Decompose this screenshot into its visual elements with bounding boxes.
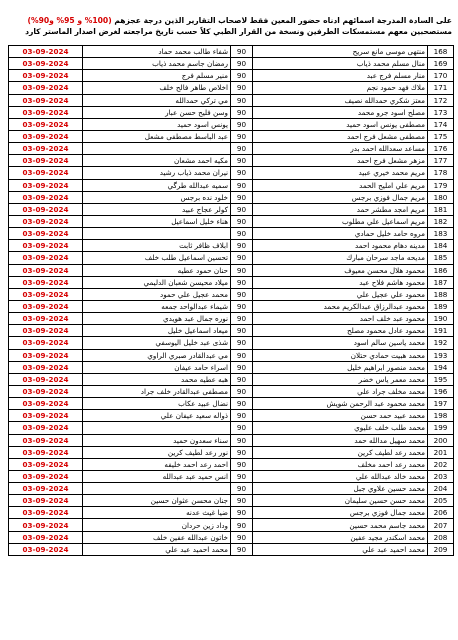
- score-cell: 90: [231, 349, 253, 361]
- score-cell: 90: [231, 155, 253, 167]
- row-number: 171: [428, 82, 454, 94]
- score-cell: 90: [231, 46, 253, 58]
- table-row: [9, 410, 454, 422]
- primary-name-cell: مدينه دهام محمود احمد: [253, 240, 428, 252]
- date-cell: 03-09-2024: [9, 398, 83, 410]
- primary-name-cell: محمد مخلف جراد علي: [253, 385, 428, 397]
- companion-name-cell: شيماء عبدالواحد جمعه: [83, 300, 231, 312]
- date-cell: 03-09-2024: [9, 58, 83, 70]
- primary-name-cell: محمد حسين علاوي جبل: [253, 483, 428, 495]
- companion-name-cell: ميعاد اسماعيل خليل: [83, 325, 231, 337]
- primary-name-cell: محمد حسن حسين سليمان: [253, 495, 428, 507]
- companion-name-cell: وسن فليح حسن عبار: [83, 106, 231, 118]
- table-row: [9, 167, 454, 179]
- date-cell: 03-09-2024: [9, 252, 83, 264]
- score-cell: 90: [231, 228, 253, 240]
- primary-name-cell: مزهر مشعل فرج احمد: [253, 155, 428, 167]
- date-cell: 03-09-2024: [9, 46, 83, 58]
- row-number: 199: [428, 422, 454, 434]
- table-row: [9, 58, 454, 70]
- companion-name-cell: هبه عطيه محمد: [83, 373, 231, 385]
- score-cell: 90: [231, 398, 253, 410]
- score-cell: 90: [231, 422, 253, 434]
- table-row: [9, 373, 454, 385]
- row-number: 198: [428, 410, 454, 422]
- date-cell: 03-09-2024: [9, 130, 83, 142]
- score-cell: 90: [231, 519, 253, 531]
- score-cell: 90: [231, 106, 253, 118]
- date-cell: 03-09-2024: [9, 94, 83, 106]
- date-cell: 03-09-2024: [9, 300, 83, 312]
- companion-name-cell: عبد الباسط مصطفى مشعل: [83, 130, 231, 142]
- row-number: 193: [428, 349, 454, 361]
- primary-name-cell: مصطفى يونس اسود حميد: [253, 118, 428, 130]
- primary-name-cell: محمد محمود عبد الرحمن شويش: [253, 398, 428, 410]
- companion-name-cell: حنان حمود عطيه: [83, 264, 231, 276]
- companion-name-cell: منير مسلم فرج: [83, 70, 231, 82]
- table-row: [9, 531, 454, 543]
- score-cell: 90: [231, 215, 253, 227]
- score-cell: 90: [231, 361, 253, 373]
- score-cell: 90: [231, 118, 253, 130]
- primary-name-cell: محمد هبيت حمادي حتلان: [253, 349, 428, 361]
- primary-name-cell: محمد جاسم محمد حسين: [253, 519, 428, 531]
- row-number: 207: [428, 519, 454, 531]
- score-cell: 90: [231, 82, 253, 94]
- primary-name-cell: منار مسلم فرج عبد: [253, 70, 428, 82]
- score-cell: 90: [231, 70, 253, 82]
- companion-name-cell: سميه عبدالله طرگي: [83, 179, 231, 191]
- companion-name-cell: نيران محمد ذياب رشيد: [83, 167, 231, 179]
- score-cell: 90: [231, 313, 253, 325]
- date-cell: 03-09-2024: [9, 483, 83, 495]
- primary-name-cell: معتز شكري حمدالله نصيف: [253, 94, 428, 106]
- companion-name-cell: ميلاد محيسن شعبان الدليمي: [83, 276, 231, 288]
- score-cell: 90: [231, 531, 253, 543]
- date-cell: 03-09-2024: [9, 410, 83, 422]
- table-row: [9, 118, 454, 130]
- row-number: 186: [428, 264, 454, 276]
- table-row: [9, 313, 454, 325]
- date-cell: 03-09-2024: [9, 70, 83, 82]
- score-cell: 90: [231, 143, 253, 155]
- date-cell: 03-09-2024: [9, 385, 83, 397]
- table-row: [9, 361, 454, 373]
- disability-percentages: (100% و 95% و90%): [27, 16, 112, 25]
- row-number: 178: [428, 167, 454, 179]
- companion-name-cell: وداد زين حردان: [83, 519, 231, 531]
- companion-name-cell: مي عبدالقادر صبري الراوي: [83, 349, 231, 361]
- table-row: [9, 300, 454, 312]
- date-cell: 03-09-2024: [9, 313, 83, 325]
- primary-name-cell: مديحه ماجد سرحان مبارك: [253, 252, 428, 264]
- table-row: [9, 70, 454, 82]
- table-row: [9, 337, 454, 349]
- score-cell: 90: [231, 264, 253, 276]
- score-cell: 90: [231, 507, 253, 519]
- score-cell: 90: [231, 325, 253, 337]
- companion-name-cell: [83, 143, 231, 155]
- companion-name-cell: نوره جمال عبد هويدي: [83, 313, 231, 325]
- row-number: 191: [428, 325, 454, 337]
- primary-name-cell: مساعد سعدالله احمد بدر: [253, 143, 428, 155]
- companion-name-cell: يونس اسود حميد: [83, 118, 231, 130]
- row-number: 179: [428, 179, 454, 191]
- date-cell: 03-09-2024: [9, 507, 83, 519]
- primary-name-cell: محمد معمر ياس خضر: [253, 373, 428, 385]
- date-cell: 03-09-2024: [9, 337, 83, 349]
- primary-name-cell: محمد رعد لطيف كرين: [253, 446, 428, 458]
- row-number: 177: [428, 155, 454, 167]
- score-cell: 90: [231, 495, 253, 507]
- companion-name-cell: خلود نده برجس: [83, 191, 231, 203]
- date-cell: 03-09-2024: [9, 118, 83, 130]
- table-row: [9, 240, 454, 252]
- companion-name-cell: شذى عبد خليل اليوسفي: [83, 337, 231, 349]
- companion-name-cell: [83, 422, 231, 434]
- row-number: 185: [428, 252, 454, 264]
- score-cell: 90: [231, 203, 253, 215]
- companion-name-cell: مصطفى عبدالقادر خلف جراد: [83, 385, 231, 397]
- primary-name-cell: محمود هلال محسن معيوف: [253, 264, 428, 276]
- companion-name-cell: ضيا غيث عدنه: [83, 507, 231, 519]
- companion-name-cell: سناء سعدون حميد: [83, 434, 231, 446]
- primary-name-cell: محمد ياسين سالم اسود: [253, 337, 428, 349]
- row-number: 174: [428, 118, 454, 130]
- row-number: 201: [428, 446, 454, 458]
- date-cell: 03-09-2024: [9, 203, 83, 215]
- table-row: [9, 325, 454, 337]
- date-cell: 03-09-2024: [9, 276, 83, 288]
- table-row: [9, 398, 454, 410]
- row-number: 176: [428, 143, 454, 155]
- score-cell: 90: [231, 94, 253, 106]
- table-row: [9, 191, 454, 203]
- score-cell: 90: [231, 373, 253, 385]
- roster-table: [8, 45, 454, 556]
- date-cell: 03-09-2024: [9, 446, 83, 458]
- date-cell: 03-09-2024: [9, 228, 83, 240]
- date-cell: 03-09-2024: [9, 519, 83, 531]
- date-cell: 03-09-2024: [9, 167, 83, 179]
- row-number: 181: [428, 203, 454, 215]
- table-row: [9, 228, 454, 240]
- primary-name-cell: مريم اسماعيل علي مطلوب: [253, 215, 428, 227]
- companion-name-cell: مي تركي حمدالله: [83, 94, 231, 106]
- table-row: [9, 446, 454, 458]
- row-number: 192: [428, 337, 454, 349]
- date-cell: 03-09-2024: [9, 325, 83, 337]
- table-row: [9, 349, 454, 361]
- primary-name-cell: محمد خالد عبدالله علي: [253, 470, 428, 482]
- notice-line-1-text: على السادة المدرجة اسمائهم ادناه حضور المعين فقط لاصحاب التقارير الذين درجة عجزهم: [111, 16, 452, 25]
- table-row: [9, 276, 454, 288]
- table-row: [9, 434, 454, 446]
- primary-name-cell: محمد طلب خلف عليوي: [253, 422, 428, 434]
- table-row: [9, 495, 454, 507]
- primary-name-cell: محمد جمال فوزي برجس: [253, 507, 428, 519]
- row-number: 196: [428, 385, 454, 397]
- date-cell: 03-09-2024: [9, 543, 83, 555]
- date-cell: 03-09-2024: [9, 264, 83, 276]
- notice-header: [0, 0, 458, 43]
- table-row: [9, 422, 454, 434]
- primary-name-cell: مروه حامد خليل حمادي: [253, 228, 428, 240]
- primary-name-cell: منتهى موسى مانع سريح: [253, 46, 428, 58]
- row-number: 183: [428, 228, 454, 240]
- primary-name-cell: محمود عادل محمود مصلح: [253, 325, 428, 337]
- row-number: 194: [428, 361, 454, 373]
- date-cell: 03-09-2024: [9, 82, 83, 94]
- table-row: [9, 264, 454, 276]
- companion-name-cell: محمد احميد عبد علي: [83, 543, 231, 555]
- row-number: 189: [428, 300, 454, 312]
- primary-name-cell: محمد احميد عبد علي: [253, 543, 428, 555]
- row-number: 187: [428, 276, 454, 288]
- companion-name-cell: هناء خليل اسماعيل: [83, 215, 231, 227]
- companion-name-cell: نضال عبيد عكاب: [83, 398, 231, 410]
- row-number: 170: [428, 70, 454, 82]
- companion-name-cell: اسراء حامد عيفان: [83, 361, 231, 373]
- score-cell: 90: [231, 337, 253, 349]
- table-row: [9, 483, 454, 495]
- score-cell: 90: [231, 446, 253, 458]
- date-cell: 03-09-2024: [9, 106, 83, 118]
- companion-name-cell: رمضان جاسم محمد ذياب: [83, 58, 231, 70]
- row-number: 188: [428, 288, 454, 300]
- score-cell: 90: [231, 483, 253, 495]
- date-cell: 03-09-2024: [9, 349, 83, 361]
- companion-name-cell: تحسين اسماعيل طلب خلف: [83, 252, 231, 264]
- row-number: 209: [428, 543, 454, 555]
- score-cell: 90: [231, 385, 253, 397]
- table-row: [9, 106, 454, 118]
- table-row: [9, 252, 454, 264]
- score-cell: 90: [231, 470, 253, 482]
- primary-name-cell: محمود علي عجيل علي: [253, 288, 428, 300]
- row-number: 190: [428, 313, 454, 325]
- row-number: 197: [428, 398, 454, 410]
- date-cell: 03-09-2024: [9, 191, 83, 203]
- companion-name-cell: ذواله سعيد عيفان علي: [83, 410, 231, 422]
- row-number: 204: [428, 483, 454, 495]
- row-number: 203: [428, 470, 454, 482]
- score-cell: 90: [231, 410, 253, 422]
- row-number: 195: [428, 373, 454, 385]
- date-cell: 03-09-2024: [9, 458, 83, 470]
- companion-name-cell: شفاء طالب محمد حماد: [83, 46, 231, 58]
- row-number: 206: [428, 507, 454, 519]
- table-row: [9, 143, 454, 155]
- companion-name-cell: ابلاف ظافر ثابت: [83, 240, 231, 252]
- score-cell: 90: [231, 543, 253, 555]
- primary-name-cell: مصلح اسود جرو محمد: [253, 106, 428, 118]
- date-cell: 03-09-2024: [9, 373, 83, 385]
- companion-name-cell: كولر عجاج عبيد: [83, 203, 231, 215]
- date-cell: 03-09-2024: [9, 361, 83, 373]
- table-row: [9, 507, 454, 519]
- primary-name-cell: مريم امجد مطشر حمد: [253, 203, 428, 215]
- notice-line-2: مستصحبين معهم مستمسكات الطرفين ونسخة من القرار الطبي كلاً حسب تاريخ مراجعته لغرض اصدار الماستر كارد: [25, 26, 452, 36]
- row-number: 175: [428, 130, 454, 142]
- primary-name-cell: محمد عبيد حمد حسن: [253, 410, 428, 422]
- row-number: 184: [428, 240, 454, 252]
- row-number: 205: [428, 495, 454, 507]
- table-row: [9, 130, 454, 142]
- date-cell: 03-09-2024: [9, 495, 83, 507]
- primary-name-cell: ملاك فهد حمود نجم: [253, 82, 428, 94]
- primary-name-cell: مريم جمال فوزي برجس: [253, 191, 428, 203]
- notice-line-1: [10, 16, 452, 27]
- primary-name-cell: محمد منصور ابراهيم خليل: [253, 361, 428, 373]
- score-cell: 90: [231, 191, 253, 203]
- companion-name-cell: مكيه احمد مشعان: [83, 155, 231, 167]
- score-cell: 90: [231, 252, 253, 264]
- primary-name-cell: مريم محمد خيري عبيد: [253, 167, 428, 179]
- companion-name-cell: انس حميد عبد عبدالله: [83, 470, 231, 482]
- score-cell: 90: [231, 458, 253, 470]
- primary-name-cell: منال مسلم محمد ذياب: [253, 58, 428, 70]
- score-cell: 90: [231, 130, 253, 142]
- primary-name-cell: مريم علي امليح الحمد: [253, 179, 428, 191]
- table-row: [9, 94, 454, 106]
- table-row: [9, 82, 454, 94]
- date-cell: 03-09-2024: [9, 288, 83, 300]
- score-cell: 90: [231, 288, 253, 300]
- table-row: [9, 179, 454, 191]
- companion-name-cell: خاتون عبدالله عفين خلف: [83, 531, 231, 543]
- table-row: [9, 385, 454, 397]
- companion-name-cell: جنان محسن عثوان حسين: [83, 495, 231, 507]
- table-row: [9, 543, 454, 555]
- date-cell: 03-09-2024: [9, 531, 83, 543]
- companion-name-cell: اخلاص طاهر فالح خلف: [83, 82, 231, 94]
- companion-name-cell: [83, 228, 231, 240]
- primary-name-cell: محمد اسكندر مجيد عفين: [253, 531, 428, 543]
- score-cell: 90: [231, 58, 253, 70]
- score-cell: 90: [231, 434, 253, 446]
- row-number: 168: [428, 46, 454, 58]
- date-cell: 03-09-2024: [9, 143, 83, 155]
- row-number: 180: [428, 191, 454, 203]
- row-number: 173: [428, 106, 454, 118]
- table-row: [9, 458, 454, 470]
- primary-name-cell: محمود هاشم فلاح عبد: [253, 276, 428, 288]
- row-number: 208: [428, 531, 454, 543]
- date-cell: 03-09-2024: [9, 470, 83, 482]
- table-row: [9, 519, 454, 531]
- row-number: 169: [428, 58, 454, 70]
- score-cell: 90: [231, 276, 253, 288]
- date-cell: 03-09-2024: [9, 240, 83, 252]
- date-cell: 03-09-2024: [9, 215, 83, 227]
- companion-name-cell: محمد عجيل علي حمود: [83, 288, 231, 300]
- companion-name-cell: [83, 483, 231, 495]
- table-row: [9, 203, 454, 215]
- table-row: [9, 215, 454, 227]
- companion-name-cell: احمد رعد احمد خليفه: [83, 458, 231, 470]
- date-cell: 03-09-2024: [9, 422, 83, 434]
- score-cell: 90: [231, 179, 253, 191]
- companion-name-cell: نور رعد لطيف كرين: [83, 446, 231, 458]
- roster-table-body: [9, 46, 454, 556]
- primary-name-cell: مصطفى مشعل فرج احمد: [253, 130, 428, 142]
- score-cell: 90: [231, 240, 253, 252]
- table-row: [9, 470, 454, 482]
- primary-name-cell: محمد سهيل مدالله حمد: [253, 434, 428, 446]
- row-number: 202: [428, 458, 454, 470]
- score-cell: 90: [231, 300, 253, 312]
- table-row: [9, 46, 454, 58]
- date-cell: 03-09-2024: [9, 179, 83, 191]
- date-cell: 03-09-2024: [9, 155, 83, 167]
- primary-name-cell: محمد رعد احمد مخلف: [253, 458, 428, 470]
- date-cell: 03-09-2024: [9, 434, 83, 446]
- table-row: [9, 155, 454, 167]
- primary-name-cell: محمود عبد خلف احمد: [253, 313, 428, 325]
- primary-name-cell: محمود عبدالرزاق عبدالكريم محمد: [253, 300, 428, 312]
- row-number: 182: [428, 215, 454, 227]
- row-number: 200: [428, 434, 454, 446]
- row-number: 172: [428, 94, 454, 106]
- score-cell: 90: [231, 167, 253, 179]
- table-row: [9, 288, 454, 300]
